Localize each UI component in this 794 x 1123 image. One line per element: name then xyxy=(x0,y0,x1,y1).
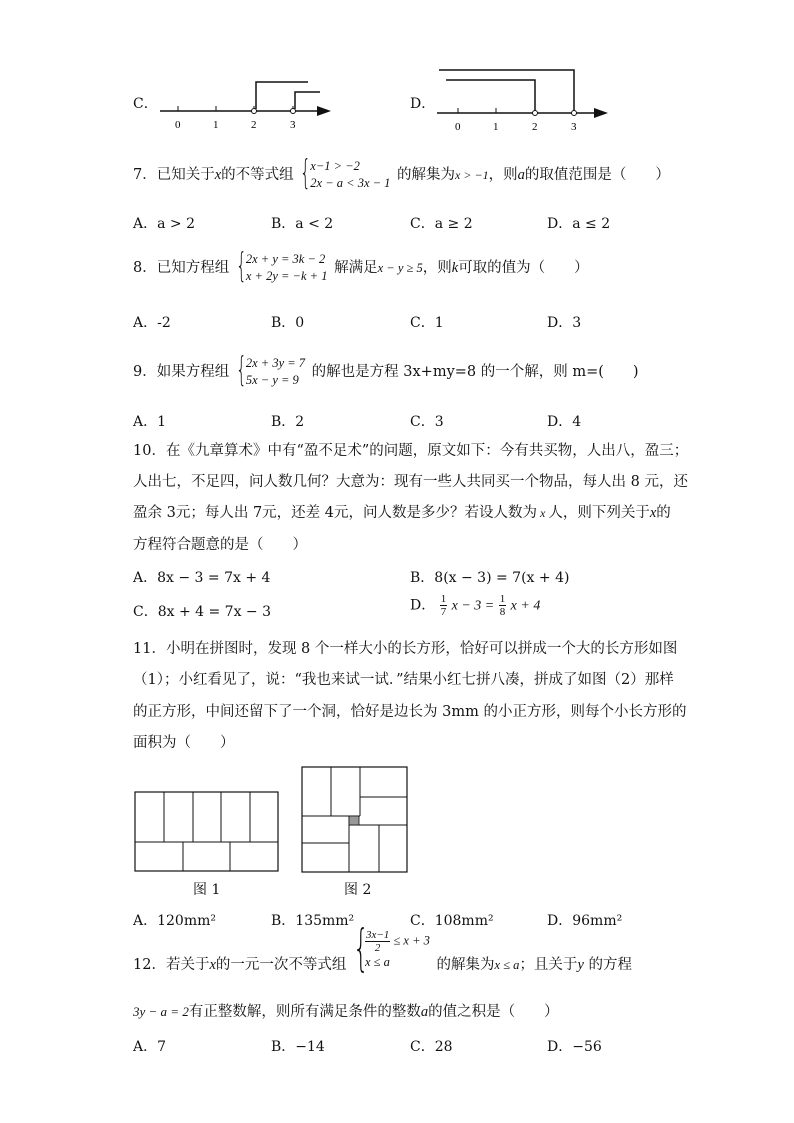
q8-option-a: A．-2 xyxy=(133,315,171,331)
q10-line-3: 盈余 3元；每人出 7元，还差 4元，问人数是多少？若设人数为 x 人，则下列关于x的 xyxy=(133,505,671,521)
ray-from-2 xyxy=(256,82,308,109)
hole-square xyxy=(349,816,359,825)
q8-option-d: D．3 xyxy=(547,315,582,331)
q11-line-4: 面积为（ ） xyxy=(133,735,235,751)
q11-figure-2-caption: 图 2 xyxy=(344,882,372,898)
q9-stem: 9．如果方程组 { 2x + 3y = 7 5x − y = 9 的解也是方程 3x+my=8 的一个解，则 m=( ) xyxy=(133,350,639,390)
q11-figure-2 xyxy=(301,766,409,874)
q10-options-row-1 xyxy=(133,567,733,587)
tick-label-3: 3 xyxy=(290,119,296,130)
q10-option-d: D． $\frac{1}{7}$ x − 3 = $\frac{1}{8}$ x + 4 xyxy=(410,593,541,618)
q9-option-a: A．1 xyxy=(133,414,167,430)
q8-equation-system: { 2x + y = 3k − 2 x + 2y = −k + 1 xyxy=(235,246,328,286)
q12-option-c: C．28 xyxy=(410,1039,453,1055)
tick-label-2: 2 xyxy=(251,119,257,130)
tick-label-1: 1 xyxy=(493,121,499,133)
q7-options xyxy=(133,213,733,233)
q8-option-b: B．0 xyxy=(271,315,305,331)
q11-option-d: D．96mm² xyxy=(547,913,623,929)
q10-line-4: 方程符合题意的是（ ） xyxy=(133,537,307,553)
q10-option-a: A．8x − 3 = 7x + 4 xyxy=(133,570,271,586)
q11-option-c: C．108mm² xyxy=(410,913,494,929)
q11-line-2: （1）；小红看见了，说：“我也来试一试．”结果小红七拼八凑，拼成了如图（2）那样 xyxy=(133,672,674,688)
q7-option-b: B．a < 2 xyxy=(271,216,334,232)
q8-options xyxy=(133,312,733,332)
q10-options-row-2 xyxy=(133,593,733,621)
q11-options xyxy=(133,910,733,930)
q11-figure-1 xyxy=(134,791,280,873)
ray-to-3 xyxy=(439,70,574,111)
q11-option-b: B．135mm² xyxy=(271,913,355,929)
q11-figure-1-caption: 图 1 xyxy=(193,882,221,898)
q9-option-c: C．3 xyxy=(410,414,444,430)
q12-stem: 12．若关于x的一元一次不等式组 { $\frac{3x-1}{2}$ ≤ x + 3 x ≤ a 的解集为x ≤ a；且关于y 的方程 xyxy=(133,919,632,977)
q8-option-c: C．1 xyxy=(410,315,444,331)
q6-option-c-number-line xyxy=(155,78,335,130)
q6-option-d-label: D． xyxy=(410,96,436,112)
q12-option-d: D．−56 xyxy=(547,1039,602,1055)
q6-option-d-number-line xyxy=(432,62,612,134)
arrow-head xyxy=(317,106,331,116)
tick-label-0: 0 xyxy=(455,121,461,133)
q9-options xyxy=(133,411,733,431)
tick-label-1: 1 xyxy=(213,119,219,130)
arrow-head xyxy=(594,108,608,118)
ray-from-3 xyxy=(295,92,320,109)
q7-stem: 7．已知关于x的不等式组 { x−1 > −2 2x − a < 3x − 1 的解集为x > −1，则a的取值范围是（ ） xyxy=(133,153,670,193)
tick-label-3: 3 xyxy=(571,121,577,133)
q12-option-a: A．7 xyxy=(133,1039,167,1055)
q7-option-c: C．a ≥ 2 xyxy=(410,216,473,232)
q9-option-b: B．2 xyxy=(271,414,305,430)
q12-options xyxy=(133,1036,733,1056)
q6-option-c-label: C． xyxy=(133,96,158,112)
open-point-3 xyxy=(291,109,296,114)
q12-option-b: B．−14 xyxy=(271,1039,325,1055)
tick-label-0: 0 xyxy=(175,119,181,130)
q10-line-2: 人出七，不足四，问人数几何？大意为：现有一些人共同买一个物品，每人出 8 元，还 xyxy=(133,474,688,490)
q10-line-1: 10．在《九章算术》中有“盈不足术”的问题，原文如下：今有共买物，人出八，盈三； xyxy=(133,443,689,459)
q12-inequality-system: { $\frac{3x-1}{2}$ ≤ x + 3 x ≤ a xyxy=(353,919,430,977)
open-point-3 xyxy=(572,111,577,116)
tick-label-2: 2 xyxy=(532,121,538,133)
q11-line-3: 的正方形，中间还留下了一个洞，恰好是边长为 3mm 的小正方形，则每个小长方形的 xyxy=(133,704,687,720)
q10-option-b: B．8(x − 3) = 7(x + 4) xyxy=(410,570,570,586)
q9-option-d: D．4 xyxy=(547,414,582,430)
open-point-2 xyxy=(252,109,257,114)
open-point-2 xyxy=(533,111,538,116)
ray-to-2 xyxy=(446,80,535,111)
q12-line-2: 3y − a = 2有正整数解，则所有满足条件的整数a的值之积是（ ） xyxy=(133,1004,559,1020)
q11-option-a: A．120mm² xyxy=(133,913,216,929)
q7-option-a: A．a > 2 xyxy=(133,216,195,232)
q11-line-1: 11．小明在拼图时，发现 8 个一样大小的长方形，恰好可以拼成一个大的长方形如图 xyxy=(133,641,678,657)
q8-stem: 8．已知方程组 { 2x + y = 3k − 2 x + 2y = −k + 1 解满足x − y ≥ 5，则k可取的值为（ ） xyxy=(133,246,589,286)
q7-option-d: D．a ≤ 2 xyxy=(547,216,611,232)
q10-option-c: C．8x + 4 = 7x − 3 xyxy=(133,604,272,620)
q9-equation-system: { 2x + 3y = 7 5x − y = 9 xyxy=(235,350,306,390)
q7-inequality-system: { x−1 > −2 2x − a < 3x − 1 xyxy=(300,153,391,193)
